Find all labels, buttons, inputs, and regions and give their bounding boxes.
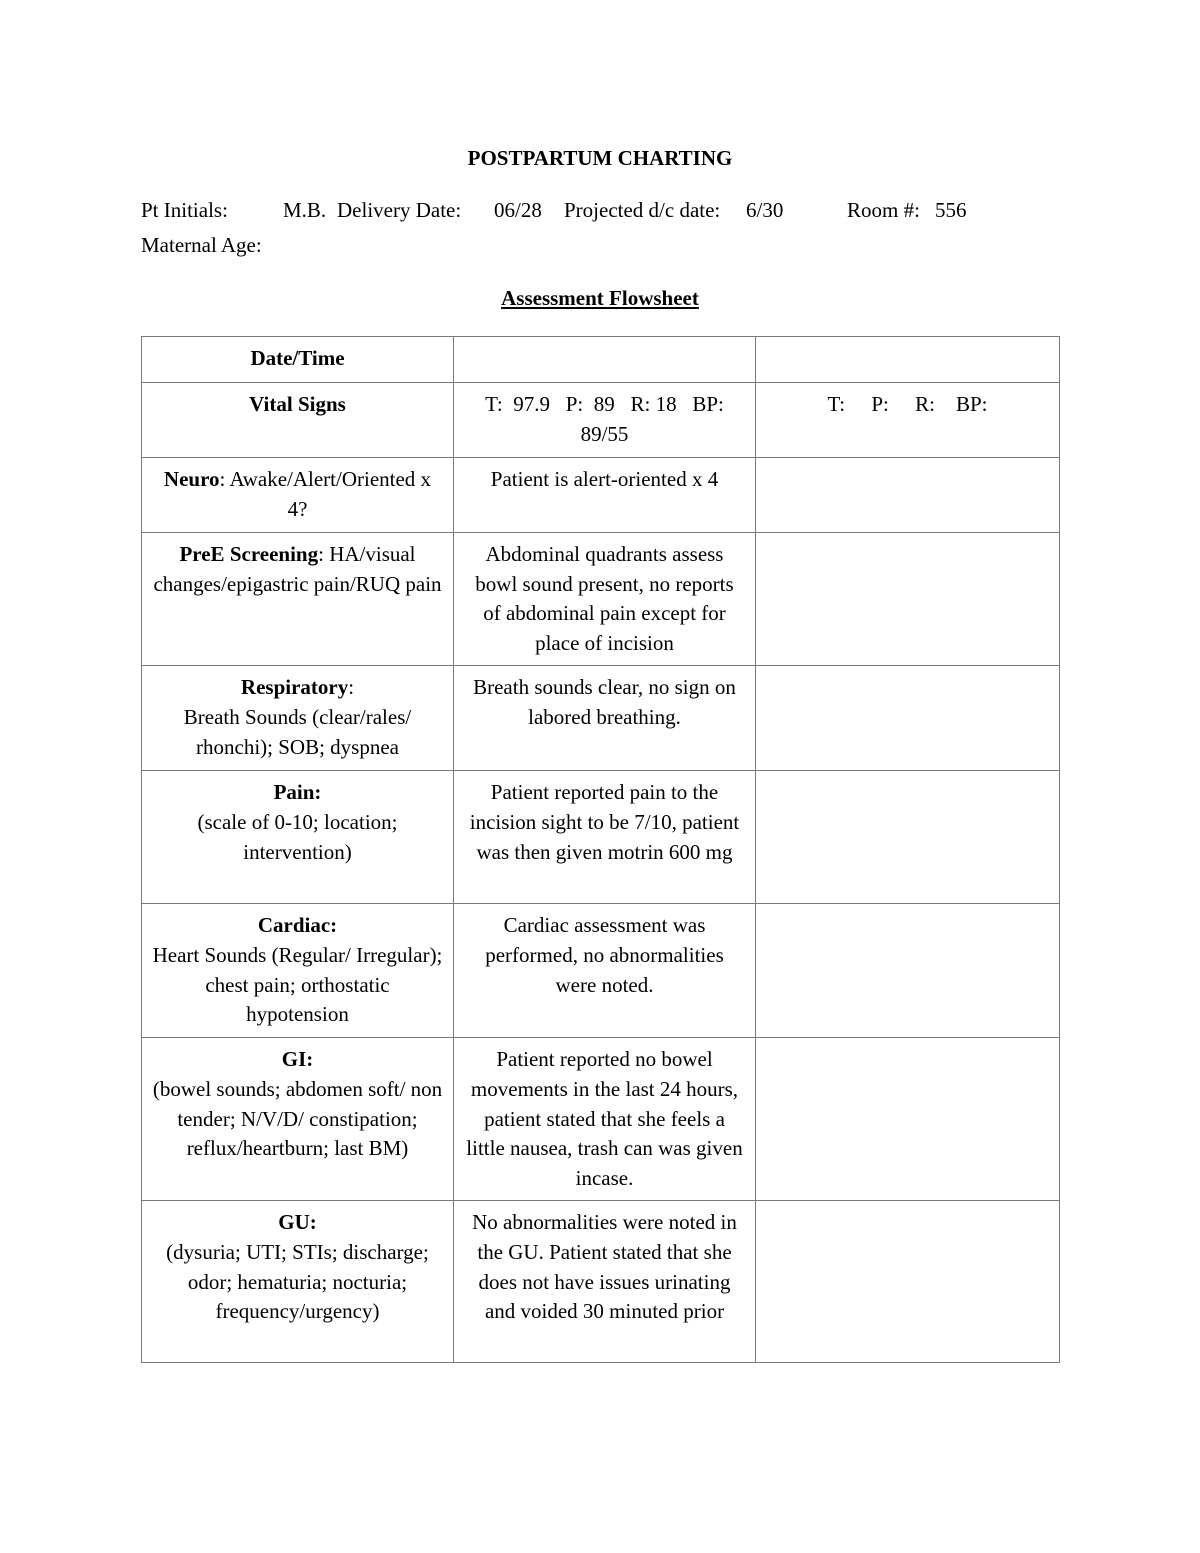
table-row-respiratory — [142, 666, 1060, 771]
assessment-flowsheet-table — [141, 336, 1060, 1363]
table-row-gi — [142, 1038, 1060, 1201]
row-value-col-b — [756, 666, 1060, 771]
row-value-col-b — [756, 771, 1060, 904]
table-row-cardiac — [142, 904, 1060, 1038]
row-label-bold: GI: — [281, 1047, 314, 1072]
delivery-date-value: 06/28 — [494, 198, 542, 222]
document-title: POSTPARTUM CHARTING — [467, 146, 733, 170]
row-value-col-b — [756, 904, 1060, 1038]
row-label-bold: GU: — [278, 1210, 317, 1235]
row-label-detail: Awake/Alert/Oriented x 4? — [225, 467, 432, 521]
row-label — [142, 666, 454, 771]
row-label-bold: Cardiac: — [257, 913, 338, 938]
row-label — [142, 1201, 454, 1363]
projected-dc-label: Projected d/c date: — [564, 198, 721, 222]
row-label — [142, 1038, 454, 1201]
vital-signs-values: T: 97.9 P: 89 R: 18 BP: 89/55 — [485, 392, 730, 446]
table-row-gu — [142, 1201, 1060, 1363]
row-value-col-a: Patient reported pain to the incision sight to be 7/10, patient was then given motrin 600 mg — [454, 771, 756, 904]
row-value-col-a: Patient reported no bowel movements in the last 24 hours, patient stated that she feels a little nausea, trash can was given incase. — [454, 1038, 756, 1201]
row-value-col-a: Cardiac assessment was performed, no abnormalities were noted. — [454, 904, 756, 1038]
pt-initials-value: M.B. — [283, 198, 327, 222]
row-value-col-b — [756, 458, 1060, 533]
row-value-col-a: Abdominal quadrants assess bowl sound present, no reports of abdominal pain except for place of incision — [454, 533, 756, 666]
row-label — [142, 458, 454, 533]
header-col-a — [454, 337, 756, 383]
row-label — [142, 904, 454, 1038]
header-date-time: Date/Time — [142, 337, 454, 383]
section-title-text: Assessment Flowsheet — [501, 286, 699, 310]
row-label-detail: (bowel sounds; abdomen soft/ non tender; N/V/D/ constipation; reflux/heartburn; last BM) — [152, 1076, 443, 1161]
row-label-bold: Pain: — [273, 780, 322, 805]
table-row-pree-screening — [142, 533, 1060, 666]
row-label-detail: (dysuria; UTI; STIs; discharge; odor; hematuria; nocturia; frequency/urgency) — [166, 1239, 429, 1324]
room-label: Room #: — [847, 198, 920, 222]
row-value-col-b — [756, 533, 1060, 666]
table-row-pain — [142, 771, 1060, 904]
row-label-sep: : — [219, 467, 226, 491]
row-value-col-a: Patient is alert-oriented x 4 — [454, 458, 756, 533]
maternal-age-label: Maternal Age: — [141, 233, 262, 257]
maternal-age-line — [141, 231, 262, 259]
row-label-sep: : — [348, 675, 355, 700]
row-label — [142, 383, 454, 458]
row-value-col-a: No abnormalities were noted in the GU. Patient stated that she does not have issues urinating and voided 30 minuted prior — [454, 1201, 756, 1363]
row-label-bold: PreE Screening — [179, 542, 319, 566]
row-label-detail: HA/visual changes/epigastric pain/RUQ pain — [153, 542, 442, 596]
table-row-neuro — [142, 458, 1060, 533]
row-value-col-a — [454, 383, 756, 458]
pt-initials-label: Pt Initials: — [141, 198, 228, 222]
row-value-col-b — [756, 1201, 1060, 1363]
row-label-detail: (scale of 0-10; location; intervention) — [197, 809, 398, 864]
header-col-b — [756, 337, 1060, 383]
row-label — [142, 533, 454, 666]
projected-dc-value: 6/30 — [746, 198, 784, 222]
vital-signs-blank: T: P: R: BP: — [827, 392, 988, 416]
row-value-col-a: Breath sounds clear, no sign on labored breathing. — [454, 666, 756, 771]
row-label-bold: Vital Signs — [249, 392, 346, 416]
row-label-bold: Respiratory — [240, 675, 349, 700]
row-label-bold: Neuro — [163, 467, 220, 491]
row-label-detail: Breath Sounds (clear/rales/ rhonchi); SOB; dyspnea — [183, 704, 412, 759]
table-row-vital-signs — [142, 383, 1060, 458]
delivery-date-label: Delivery Date: — [337, 198, 462, 222]
room-value: 556 — [935, 198, 967, 222]
section-title — [0, 284, 1200, 312]
patient-info-line — [141, 196, 967, 224]
row-value-col-b — [756, 1038, 1060, 1201]
table-header-row — [142, 337, 1060, 383]
row-label-detail: Heart Sounds (Regular/ Irregular); chest pain; orthostatic hypotension — [152, 942, 443, 1027]
row-label — [142, 771, 454, 904]
row-value-col-b — [756, 383, 1060, 458]
row-label-sep: : — [318, 542, 324, 566]
